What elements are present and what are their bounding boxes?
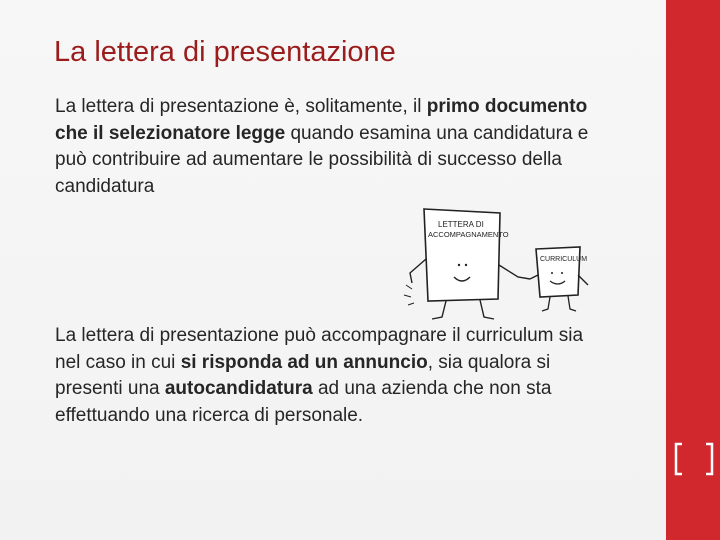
bold-text-segment: primo documento che il selezionatore legge <box>55 96 588 144</box>
paragraph-1 <box>55 94 605 200</box>
slide-title: La lettera di presentazione <box>54 36 396 68</box>
text-segment: quando esamina una candidatura e può contribuire ad aumentare le possibilità di successo della candidatura <box>55 122 589 197</box>
text-segment: La lettera di presentazione può accompagnare il curriculum sia nel caso in cui <box>55 325 584 373</box>
cv-label: CURRICULUM <box>540 256 588 263</box>
cv-sheet <box>536 247 580 297</box>
bold-text-segment: si risponda ad un annuncio <box>180 351 428 373</box>
text-segment: , sia qualora si presenti una <box>55 351 551 399</box>
letter-label-line1: LETTERA DI <box>438 220 484 229</box>
paragraph-2 <box>55 323 605 429</box>
letter-label-line2: ACCOMPAGNAMENTO <box>428 230 509 239</box>
text-segment: La lettera di presentazione è, solitamente, il <box>55 96 427 117</box>
text-segment: ad una azienda che non sta effettuando una ricerca di personale. <box>55 378 552 426</box>
letter-and-cv-illustration <box>402 203 592 328</box>
bold-text-segment: autocandidatura <box>164 378 313 399</box>
bracket-icon <box>672 441 716 477</box>
